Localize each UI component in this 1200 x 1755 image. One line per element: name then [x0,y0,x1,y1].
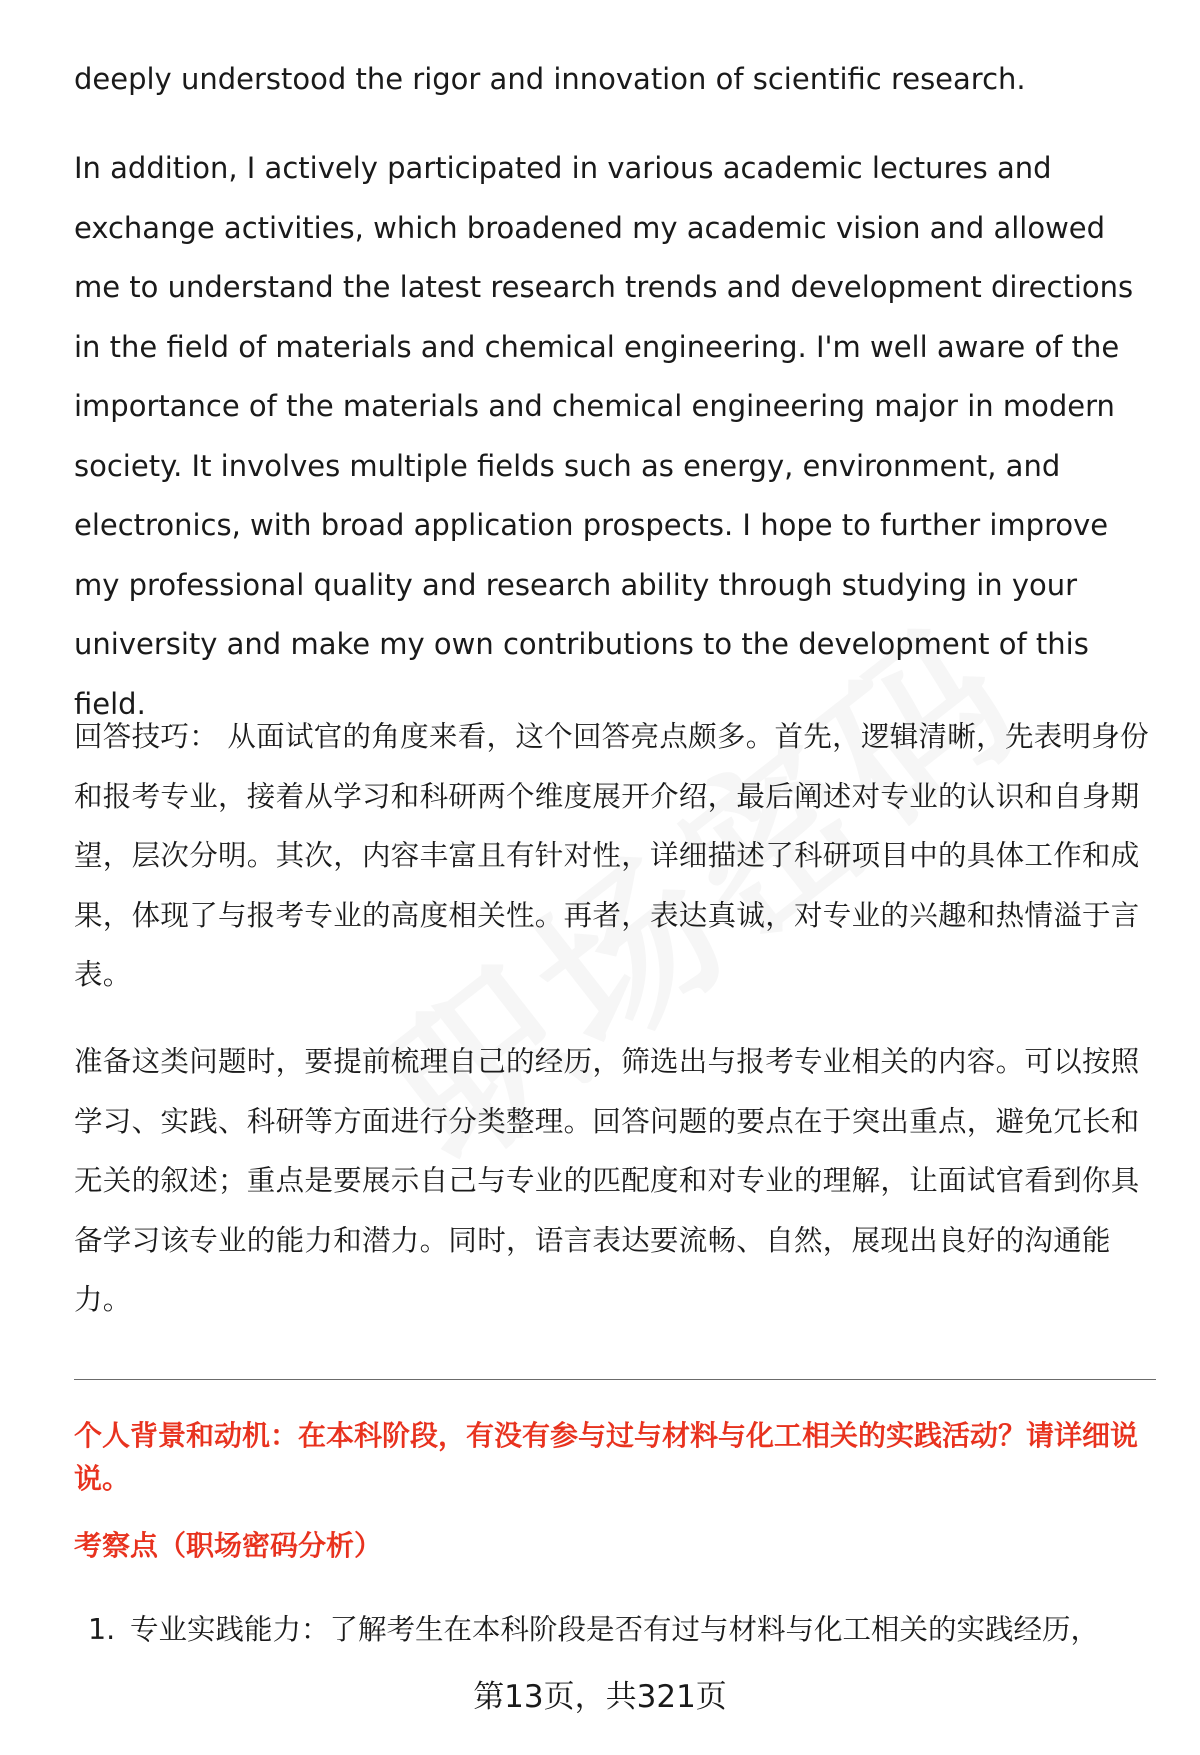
analysis-subheading: 考察点（职场密码分析） [74,1529,383,1562]
list-item-number: 1. [88,1613,116,1646]
question-heading: 个人背景和动机：在本科阶段，有没有参与过与材料与化工相关的实践活动？请详细说说。 [74,1419,1139,1495]
addition-paragraph: In addition, I actively participated in various academic lectures and exchange activities, which broadened my academic vision and allowed me to understand the latest research trends and development directions in the field of materials and chemical engineering. I'm well aware of the importance of the materials and chemical engineering major in modern society. It involves multiple fields such as energy, environment, and electronics, with broad application prospects. I hope to further improve my professional quality and research ability through studying in your university and make my own contributions to the development of this field. [74,151,1134,721]
answer-tips-paragraph: 回答技巧： 从面试官的角度来看，这个回答亮点颇多。首先，逻辑清晰，先表明身份和报考专业，接着从学习和科研两个维度展开介绍，最后阐述对专业的认识和自身期望，层次分明。其次，内容丰富且有针对性，详细描述了科研项目中的具体工作和成果，体现了与报考专业的高度相关性。再者，表达真诚，对专业的兴趣和热情溢于言表。 [74,720,1149,991]
section-divider [74,1379,1156,1380]
page-number-footer: 第13页，共321页 [473,1679,727,1715]
intro-tail-paragraph: deeply understood the rigor and innovation of scientific research. [74,62,1026,96]
preparation-paragraph: 准备这类问题时，要提前梳理自己的经历，筛选出与报考专业相关的内容。可以按照学习、实践、科研等方面进行分类整理。回答问题的要点在于突出重点，避免冗长和无关的叙述；重点是要展示自己与专业的匹配度和对专业的理解，让面试官看到你具备学习该专业的能力和潜力。同时，语言表达要流畅、自然，展现出良好的沟通能力。 [74,1045,1140,1316]
list-item [88,1600,1156,1660]
list-item-text: 专业实践能力：了解考生在本科阶段是否有过与材料与化工相关的实践经历， [130,1613,1100,1646]
